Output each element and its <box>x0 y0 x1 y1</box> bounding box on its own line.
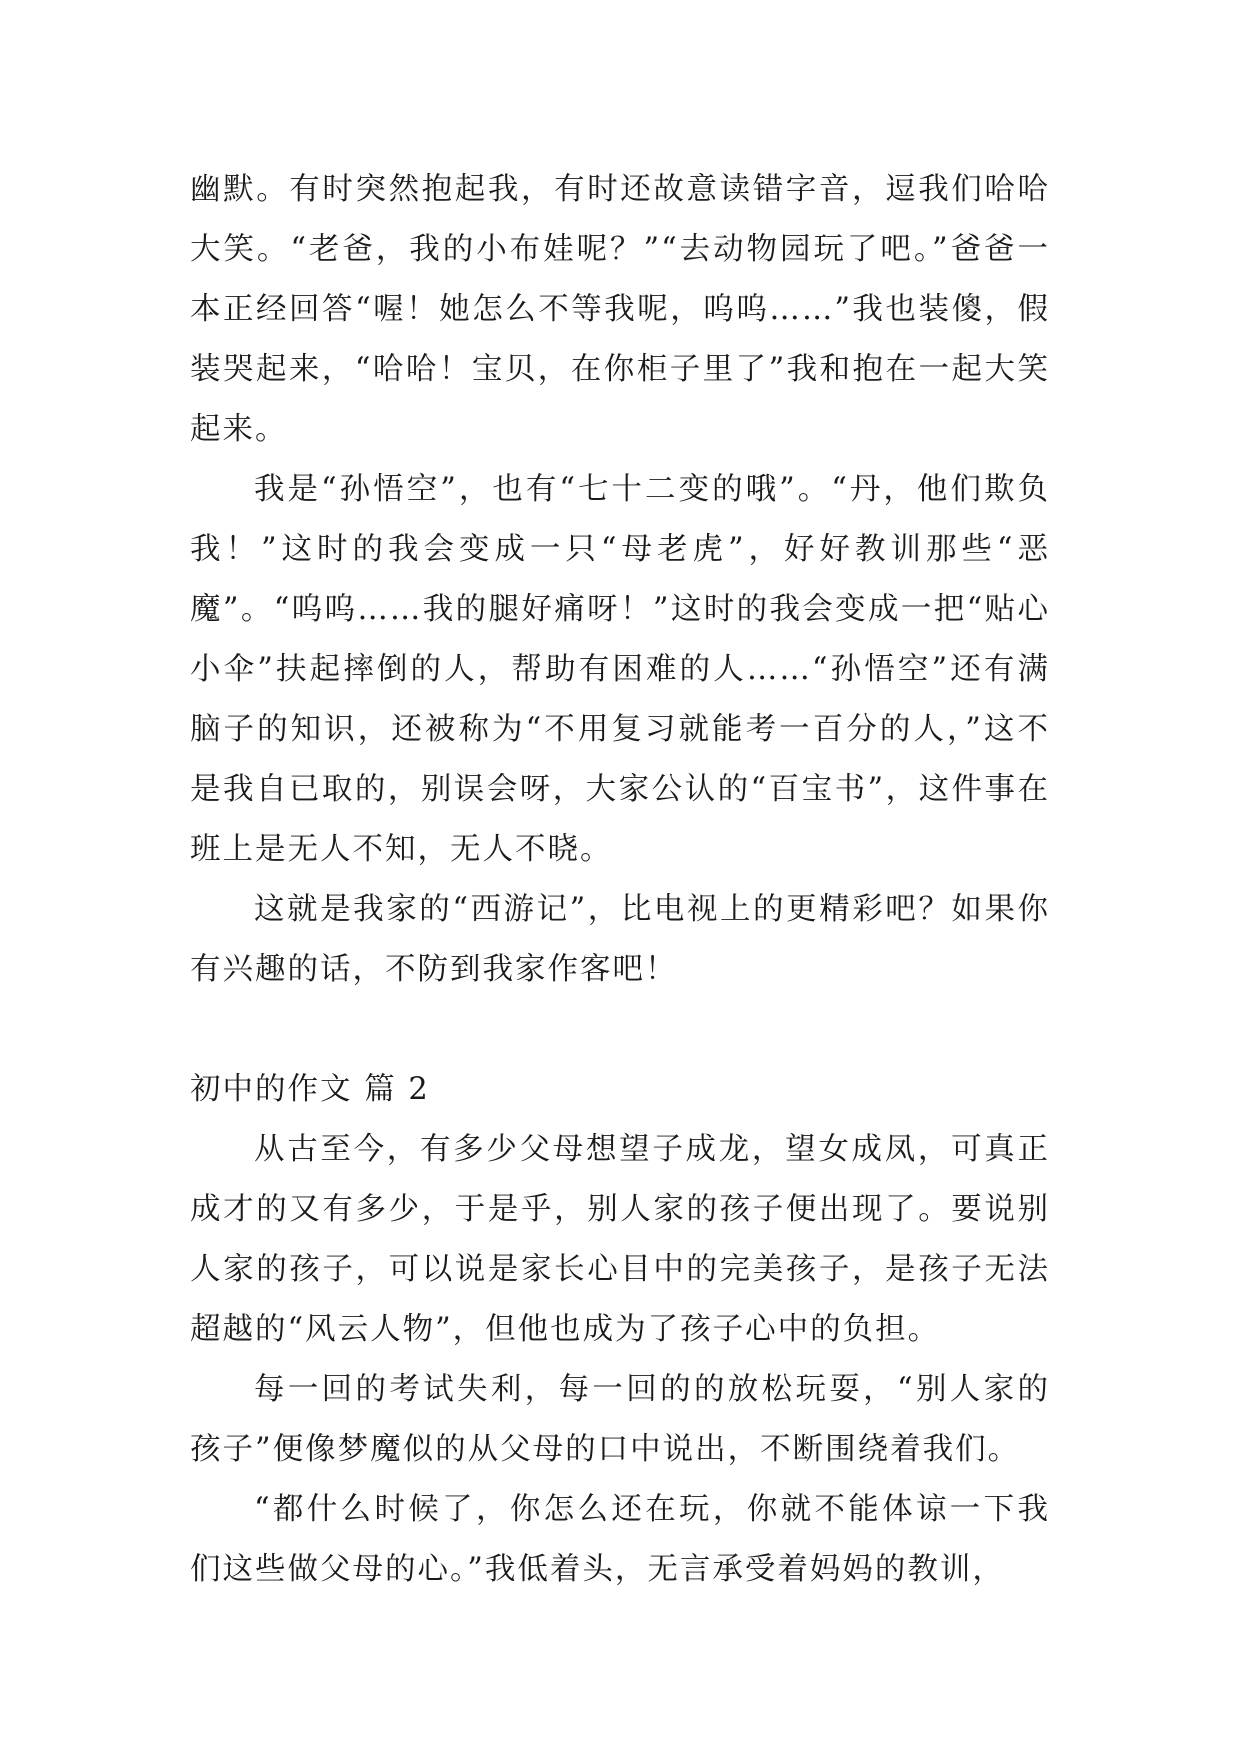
paragraph-intro: 从古至今，有多少父母想望子成龙，望女成凤，可真正成才的又有多少，于是乎，别人家的孩子便出现了。要说别人家的孩子，可以说是家长心目中的完美孩子，是孩子无法超越的“风云人物”，但他也成为了孩子心中的负担。 <box>190 1132 1050 1347</box>
paragraph-dialogue: “都什么时候了，你怎么还在玩，你就不能体谅一下我们这些做父母的心。”我低着头，无言承受着妈妈的教训， <box>190 1492 1050 1587</box>
paragraph-exam: 每一回的考试失利，每一回的的放松玩耍，“别人家的孩子”便像梦魔似的从父母的口中说出，不断围绕着我们。 <box>190 1372 1050 1467</box>
paragraph-conclusion: 这就是我家的“西游记”，比电视上的更精彩吧？如果你有兴趣的话，不防到我家作客吧！ <box>190 892 1050 987</box>
paragraph-continuation: 幽默。有时突然抱起我，有时还故意读错字音，逗我们哈哈大笑。“老爸，我的小布娃呢？”“去动物园玩了吧。”爸爸一本正经回答“喔！她怎么不等我呢，呜呜……”我也装傻，假装哭起来，“哈哈！宝贝，在你柜子里了”我和抱在一起大笑起来。 <box>190 172 1050 447</box>
document-body <box>190 160 1050 1600</box>
paragraph-sun-wukong: 我是“孙悟空”，也有“七十二变的哦”。“丹，他们欺负我！”这时的我会变成一只“母老虎”，好好教训那些“恶魔”。“呜呜……我的腿好痛呀！”这时的我会变成一把“贴心小伞”扶起摔倒的人，帮助有困难的人……“孙悟空”还有满脑子的知识，还被称为“不用复习就能考一百分的人，”这不是我自已取的，别误会呀，大家公认的“百宝书”，这件事在班上是无人不知，无人不晓。 <box>190 472 1050 867</box>
section-heading: 初中的作文 篇 2 <box>190 1072 430 1107</box>
